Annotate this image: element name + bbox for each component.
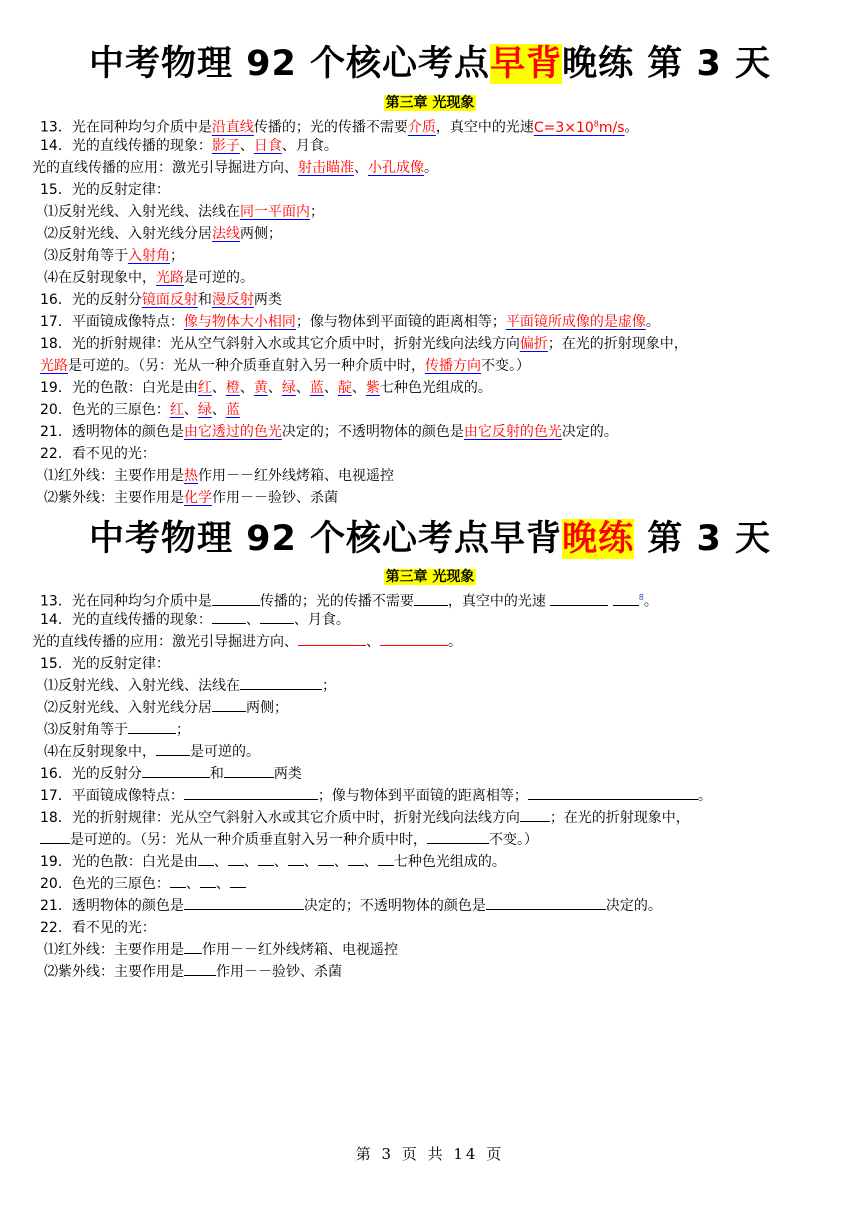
blank[interactable] bbox=[142, 763, 210, 778]
morning-content bbox=[32, 113, 830, 509]
evening-q22-2: ⑵紫外线：主要作用是 作用－－验钞、杀菌 bbox=[44, 961, 830, 983]
blank[interactable] bbox=[212, 591, 260, 606]
blank[interactable] bbox=[184, 939, 202, 954]
evening-q22-1: ⑴红外线：主要作用是 作用－－红外线烤箱、电视遥控 bbox=[44, 939, 830, 961]
morning-title-highlight: 早背 bbox=[490, 44, 563, 84]
morning-q15-4: ⑷在反射现象中，光路是可逆的。 bbox=[44, 270, 254, 286]
blank[interactable] bbox=[240, 675, 322, 690]
blank[interactable] bbox=[414, 591, 448, 606]
blank[interactable] bbox=[184, 961, 216, 976]
evening-q14-application: 光的直线传播的应用：激光引导掘进方向、 、 。 bbox=[32, 631, 830, 653]
blank[interactable] bbox=[40, 829, 70, 844]
blank[interactable] bbox=[378, 851, 394, 866]
morning-q15-1: ⑴反射光线、入射光线、法线在同一平面内； bbox=[44, 204, 324, 220]
evening-chapter-heading: 第三章 光现象 bbox=[385, 569, 475, 585]
blank[interactable] bbox=[288, 851, 304, 866]
evening-q15-4: ⑷在反射现象中， 是可逆的。 bbox=[44, 741, 830, 763]
evening-q18-line1: 18．光的折射规律：光从空气斜射入水或其它介质中时，折射光线向法线方向 ；在光的折射现象中， bbox=[40, 807, 830, 829]
blank[interactable] bbox=[260, 609, 294, 624]
blank[interactable] bbox=[380, 631, 448, 646]
morning-q18-line1: 18．光的折射规律：光从空气斜射入水或其它介质中时，折射光线向法线方向偏折；在光的折射现象中， bbox=[40, 336, 688, 352]
evening-q15-1: ⑴反射光线、入射光线、法线在 ； bbox=[44, 675, 830, 697]
evening-q18-line2: 是可逆的。（另：光从一种介质垂直射入另一种介质中时， 不变。） bbox=[40, 829, 830, 851]
morning-q20: 20．色光的三原色：红、绿、蓝 bbox=[40, 402, 240, 418]
evening-q22: 22．看不见的光： bbox=[40, 920, 156, 936]
blank[interactable] bbox=[318, 851, 334, 866]
blank[interactable] bbox=[212, 609, 246, 624]
evening-q19: 19．光的色散：白光是由 、 、 、 、 、 、 七种色光组成的。 bbox=[40, 851, 830, 873]
blank[interactable] bbox=[298, 631, 366, 646]
morning-title bbox=[0, 42, 860, 86]
blank[interactable] bbox=[170, 873, 186, 888]
blank[interactable] bbox=[348, 851, 364, 866]
evening-q21: 21．透明物体的颜色是 决定的；不透明物体的颜色是 决定的。 bbox=[40, 895, 830, 917]
evening-title-highlight: 晚练 bbox=[562, 519, 635, 559]
evening-title-pre: 中考物理 92 个核心考点早背 bbox=[88, 519, 563, 559]
page-footer: 第 3 页 共 14 页 bbox=[355, 1145, 505, 1163]
evening-q17: 17．平面镜成像特点： ；像与物体到平面镜的距离相等； 。 bbox=[40, 785, 830, 807]
morning-q21: 21．透明物体的颜色是由它透过的色光决定的；不透明物体的颜色是由它反射的色光决定的。 bbox=[40, 424, 618, 440]
morning-q14: 14．光的直线传播的现象：影子、日食、月食。 bbox=[40, 138, 338, 154]
blank[interactable] bbox=[184, 895, 304, 910]
evening-q14: 14．光的直线传播的现象： 、 、月食。 bbox=[40, 609, 830, 631]
evening-q15: 15．光的反射定律： bbox=[40, 656, 170, 672]
blank[interactable] bbox=[528, 785, 698, 800]
morning-chapter-heading: 第三章 光现象 bbox=[385, 95, 475, 111]
blank[interactable] bbox=[258, 851, 274, 866]
evening-q16: 16．光的反射分 和 两类 bbox=[40, 763, 830, 785]
morning-title-post: 晚练 第 3 天 bbox=[562, 44, 771, 84]
morning-q15-2: ⑵反射光线、入射光线分居法线两侧； bbox=[44, 226, 282, 242]
morning-q22-1: ⑴红外线：主要作用是热作用－－红外线烤箱、电视遥控 bbox=[44, 468, 394, 484]
evening-content bbox=[32, 587, 830, 983]
blank[interactable] bbox=[200, 873, 216, 888]
blank[interactable] bbox=[156, 741, 190, 756]
evening-q20: 20．色光的三原色： 、 、 bbox=[40, 873, 830, 895]
morning-title-pre: 中考物理 92 个核心考点 bbox=[88, 44, 491, 84]
blank[interactable] bbox=[198, 851, 214, 866]
blank[interactable] bbox=[427, 829, 489, 844]
blank[interactable] bbox=[224, 763, 274, 778]
morning-q18-line2: 光路是可逆的。（另：光从一种介质垂直射入另一种介质中时，传播方向不变。） bbox=[40, 358, 530, 374]
evening-q15-2: ⑵反射光线、入射光线分居 两侧； bbox=[44, 697, 830, 719]
blank[interactable] bbox=[184, 785, 318, 800]
evening-q13: 13．光在同种均匀介质中是 传播的；光的传播不需要 ，真空中的光速 $^8$。 bbox=[40, 587, 830, 609]
morning-q19: 19．光的色散：白光是由红、橙、黄、绿、蓝、靛、紫七种色光组成的。 bbox=[40, 380, 492, 396]
blank[interactable] bbox=[486, 895, 606, 910]
blank[interactable] bbox=[212, 697, 246, 712]
blank[interactable] bbox=[520, 807, 550, 822]
evening-title-post: 第 3 天 bbox=[634, 519, 771, 559]
blank[interactable] bbox=[128, 719, 176, 734]
morning-q15: 15．光的反射定律： bbox=[40, 182, 170, 198]
morning-q14-application: 光的直线传播的应用：激光引导掘进方向、射击瞄准、小孔成像。 bbox=[32, 160, 438, 176]
blank[interactable] bbox=[550, 591, 608, 606]
morning-q13: 13．光在同种均匀介质中是沿直线传播的；光的传播不需要介质，真空中的光速$C=3\times 10^8m/s$。 bbox=[40, 119, 639, 136]
morning-q15-3: ⑶反射角等于入射角； bbox=[44, 248, 184, 264]
morning-q22: 22．看不见的光： bbox=[40, 446, 156, 462]
morning-q17: 17．平面镜成像特点：像与物体大小相同；像与物体到平面镜的距离相等；平面镜所成像的是虚像。 bbox=[40, 314, 660, 330]
blank[interactable] bbox=[228, 851, 244, 866]
morning-q16: 16．光的反射分镜面反射和漫反射两类 bbox=[40, 292, 282, 308]
evening-q15-3: ⑶反射角等于 ； bbox=[44, 719, 830, 741]
morning-q22-2: ⑵紫外线：主要作用是化学作用－－验钞、杀菌 bbox=[44, 490, 338, 506]
evening-title bbox=[0, 517, 860, 561]
blank[interactable] bbox=[613, 591, 639, 606]
blank[interactable] bbox=[230, 873, 246, 888]
